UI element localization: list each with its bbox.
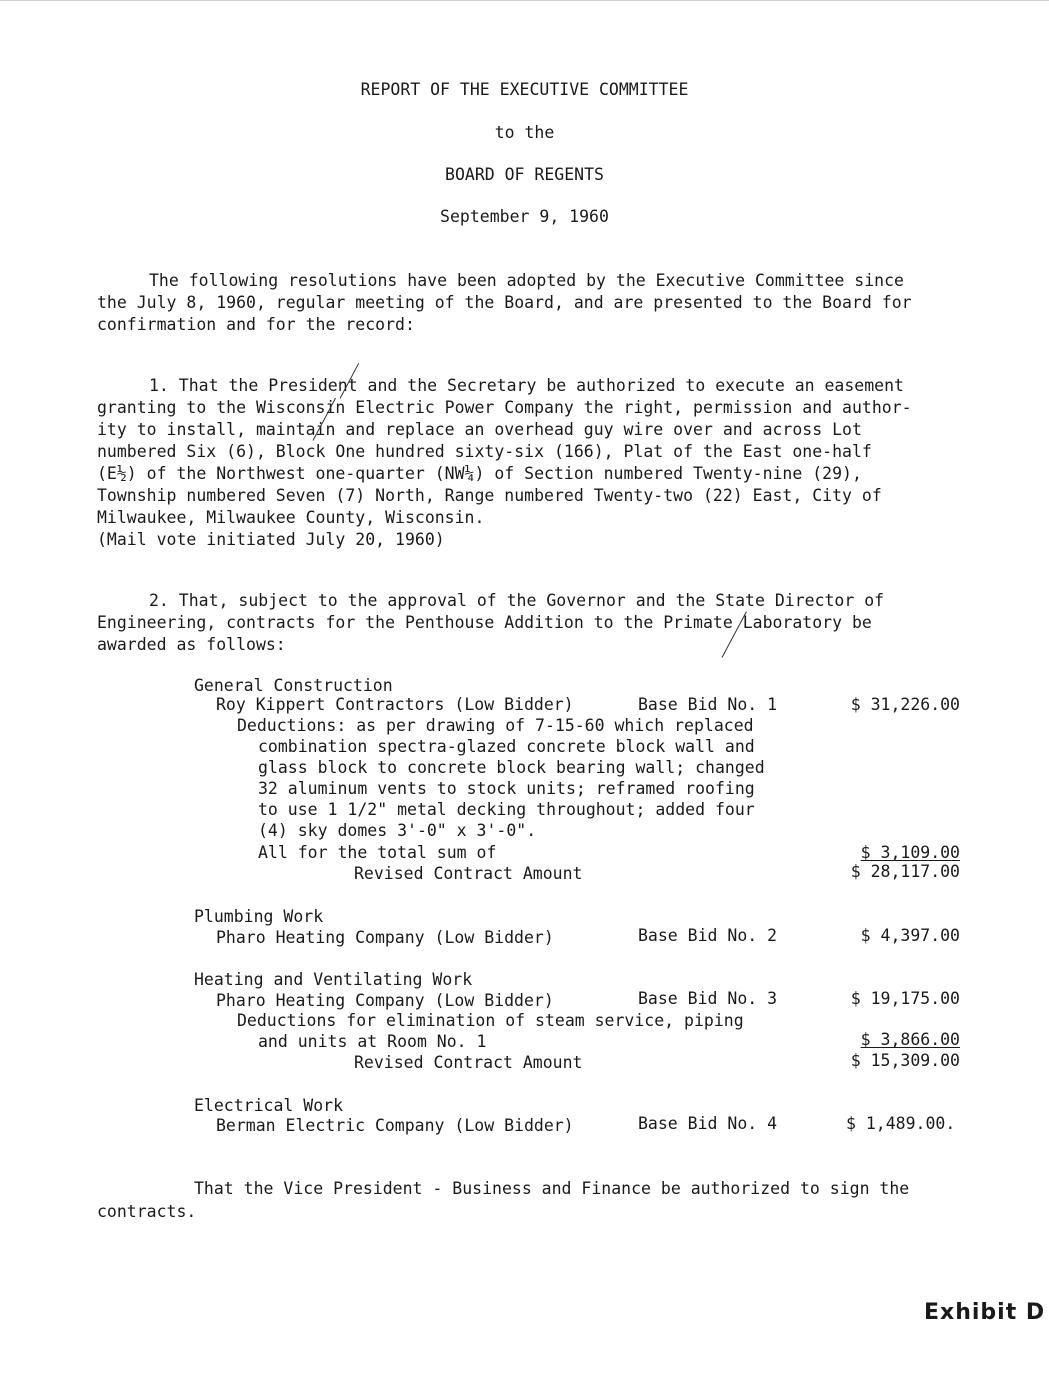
deduction-line: and units at Room No. 1 <box>258 1032 487 1051</box>
resolution-1-line: granting to the Wisconsin Electric Power Company the right, permission and author- <box>97 398 912 417</box>
resolution-2-line: 2. That, subject to the approval of the Governor and the State Director of <box>149 591 885 610</box>
section-heading: Heating and Ventilating Work <box>194 970 473 989</box>
deduction-line: combination spectra-glazed concrete block wall and <box>258 737 755 756</box>
base-bid-label: Base Bid No. 1 <box>638 695 778 714</box>
section-heading: General Construction <box>194 676 393 695</box>
deduction-amount: $ 3,109.00 <box>860 843 960 862</box>
revised-amount: $ 15,309.00 <box>850 1051 960 1070</box>
resolution-1-line: (E½) of the Northwest one-quarter (NW¼) of Section numbered Twenty-nine (29), <box>97 464 862 483</box>
bid-amount: $ 31,226.00 <box>850 695 960 714</box>
page-top-edge <box>0 0 1049 1</box>
resolution-1-line: (Mail vote initiated July 20, 1960) <box>97 530 445 549</box>
exhibit-label: Exhibit D <box>924 1300 1046 1325</box>
deduction-line: to use 1 1/2" metal decking throughout; added four <box>258 800 755 819</box>
deduction-line: All for the total sum of <box>258 843 497 862</box>
resolution-1-line: numbered Six (6), Block One hundred sixty-six (166), Plat of the East one-half <box>97 442 872 461</box>
deduction-line: (4) sky domes 3'-0" x 3'-0". <box>258 821 537 840</box>
report-to: to the <box>494 123 555 142</box>
closing-line: contracts. <box>97 1202 197 1221</box>
revised-amount: $ 28,117.00 <box>850 862 960 881</box>
section-heading: Plumbing Work <box>194 907 324 926</box>
revised-label: Revised Contract Amount <box>354 864 583 883</box>
base-bid-label: Base Bid No. 4 <box>638 1114 778 1133</box>
revised-label: Revised Contract Amount <box>354 1053 583 1072</box>
resolution-1-line: Milwaukee, Milwaukee County, Wisconsin. <box>97 508 485 527</box>
intro-line: confirmation and for the record: <box>97 315 415 334</box>
deduction-line: Deductions for elimination of steam service, piping <box>237 1011 744 1030</box>
resolution-2-line: Engineering, contracts for the Penthouse Addition to the Primate Laboratory be <box>97 613 872 632</box>
bidder-name: Pharo Heating Company (Low Bidder) <box>216 928 554 947</box>
base-bid-label: Base Bid No. 3 <box>638 989 778 1008</box>
base-bid-label: Base Bid No. 2 <box>638 926 778 945</box>
bidder-name: Berman Electric Company (Low Bidder) <box>216 1116 574 1135</box>
resolution-1-line: 1. That the President and the Secretary be authorized to execute an easement <box>149 376 904 395</box>
deduction-line: Deductions: as per drawing of 7-15-60 which replaced <box>237 716 754 735</box>
report-date: September 9, 1960 <box>440 207 609 226</box>
section-heading: Electrical Work <box>194 1096 344 1115</box>
intro-line: The following resolutions have been adopted by the Executive Committee since <box>149 271 904 290</box>
bid-amount: $ 19,175.00 <box>850 989 960 1008</box>
resolution-1-line: Township numbered Seven (7) North, Range numbered Twenty-two (22) East, City of <box>97 486 882 505</box>
bid-amount: $ 4,397.00 <box>860 926 960 945</box>
report-title: REPORT OF THE EXECUTIVE COMMITTEE <box>360 80 689 99</box>
closing-line: That the Vice President - Business and Finance be authorized to sign the <box>194 1179 910 1198</box>
bid-amount: $ 1,489.00. <box>846 1114 956 1133</box>
deduction-amount: $ 3,866.00 <box>860 1030 960 1049</box>
resolution-1-line: ity to install, maintain and replace an overhead guy wire over and across Lot <box>97 420 862 439</box>
resolution-2-line: awarded as follows: <box>97 635 286 654</box>
bidder-name: Roy Kippert Contractors (Low Bidder) <box>216 695 574 714</box>
bidder-name: Pharo Heating Company (Low Bidder) <box>216 991 554 1010</box>
deduction-line: glass block to concrete block bearing wall; changed <box>258 758 765 777</box>
intro-line: the July 8, 1960, regular meeting of the Board, and are presented to the Board for <box>97 293 912 312</box>
report-board: BOARD OF REGENTS <box>445 165 604 184</box>
deduction-line: 32 aluminum vents to stock units; reframed roofing <box>258 779 755 798</box>
